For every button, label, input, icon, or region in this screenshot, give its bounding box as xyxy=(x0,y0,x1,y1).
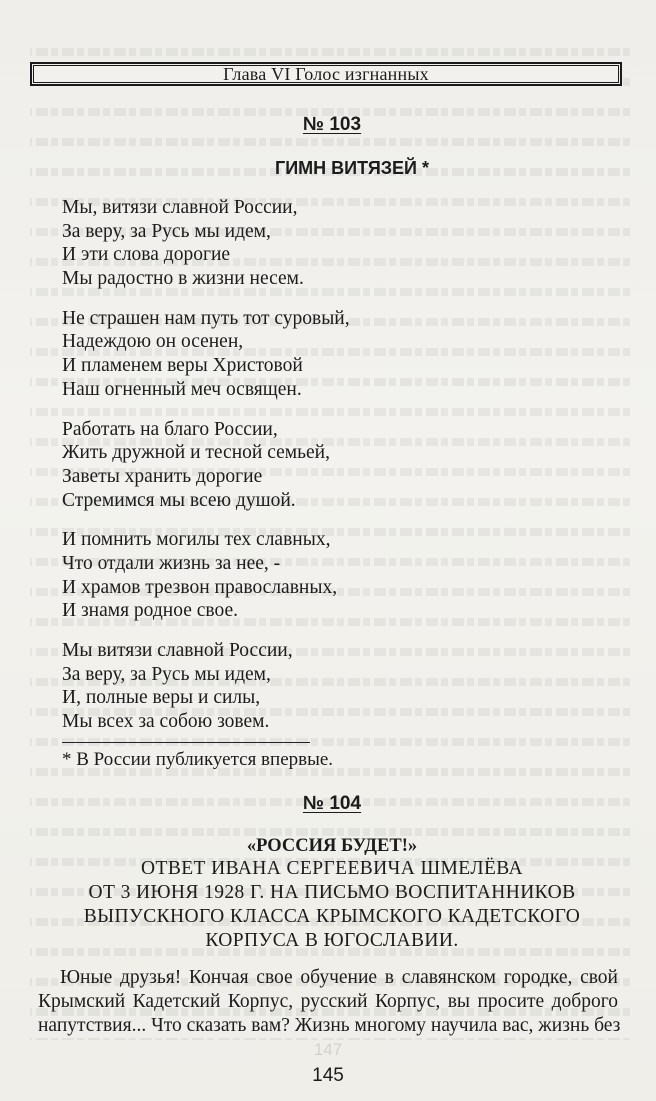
letter-subtitle-line: ВЫПУСКНОГО КЛАССА КРЫМСКОГО КАДЕТСКОГО xyxy=(83,905,581,927)
body-line: Крымский Кадетский Корпус, русский Корпус, вы просите доброго xyxy=(38,991,618,1012)
verse-line: Заветы хранить дорогие xyxy=(62,465,263,487)
letter-body xyxy=(38,966,621,1038)
footnote: * В России публикуется впервые. xyxy=(62,748,334,770)
chapter-title: Глава VI Голос изгнанных xyxy=(223,63,429,84)
hymn-title: ГИМН ВИТЯЗЕЙ * xyxy=(275,158,429,178)
letter-subtitle-line: ОТВЕТ ИВАНА СЕРГЕЕВИЧА ШМЕЛЁВА xyxy=(141,857,523,879)
verse-line: Мы всех за собою зовем. xyxy=(62,711,270,733)
verse-line: Что отдали жизнь за нее, - xyxy=(62,552,281,574)
verse-line: Надеждою он осенен, xyxy=(62,331,244,353)
verse-line: Стремимся мы всею душой. xyxy=(62,489,296,511)
verse-line: За веру, за Русь мы идем, xyxy=(62,220,271,242)
verse-line: Мы витязи славной России, xyxy=(62,640,293,661)
letter-subtitle-line: КОРПУСА В ЮГОСЛАВИИ. xyxy=(205,929,459,951)
verse-line: Мы радостно в жизни несем. xyxy=(62,268,304,290)
verse-line: И пламенем веры Христовой xyxy=(62,355,303,377)
verse-line: Не страшен нам путь тот суровый, xyxy=(62,307,350,329)
verse-line: И храмов трезвон православных, xyxy=(62,576,338,598)
verse-line: За веру, за Русь мы идем, xyxy=(62,663,271,685)
body-line: напутствия... Что сказать вам? Жизнь многому научила вас, жизнь без xyxy=(38,1015,621,1036)
verse-line: Мы, витязи славной России, xyxy=(62,197,298,218)
letter-subtitle-line: ОТ 3 ИЮНЯ 1928 Г. НА ПИСЬМО ВОСПИТАННИКОВ xyxy=(88,881,576,903)
verse-line: И знамя родное свое. xyxy=(62,600,238,622)
document-number: № 104 xyxy=(302,792,362,814)
verse-line: Работать на благо России, xyxy=(62,418,278,440)
stanza xyxy=(62,307,602,402)
stanza xyxy=(62,639,602,734)
stanza xyxy=(62,528,602,623)
stanza xyxy=(62,196,602,291)
verse-line: И эти слова дорогие xyxy=(62,244,231,266)
stanza xyxy=(62,418,602,513)
letter-title: «РОССИЯ БУДЕТ!» xyxy=(246,835,418,856)
show-through-page-number: 147 xyxy=(313,1040,343,1059)
footnote-divider xyxy=(62,742,310,743)
chapter-header xyxy=(30,62,622,86)
body-line: Юные друзья! Кончая свое обучение в славянском городке, свой xyxy=(60,967,618,988)
verse-line: И, полные веры и силы, xyxy=(62,687,261,709)
verse-line: И помнить могилы тех славных, xyxy=(62,529,331,551)
page-number: 145 xyxy=(312,1065,344,1086)
document-number: № 103 xyxy=(302,114,362,135)
verse-line: Наш огненный меч освящен. xyxy=(62,378,302,400)
verse-line: Жить дружной и тесной семьей, xyxy=(62,442,330,464)
main-content xyxy=(62,112,602,953)
